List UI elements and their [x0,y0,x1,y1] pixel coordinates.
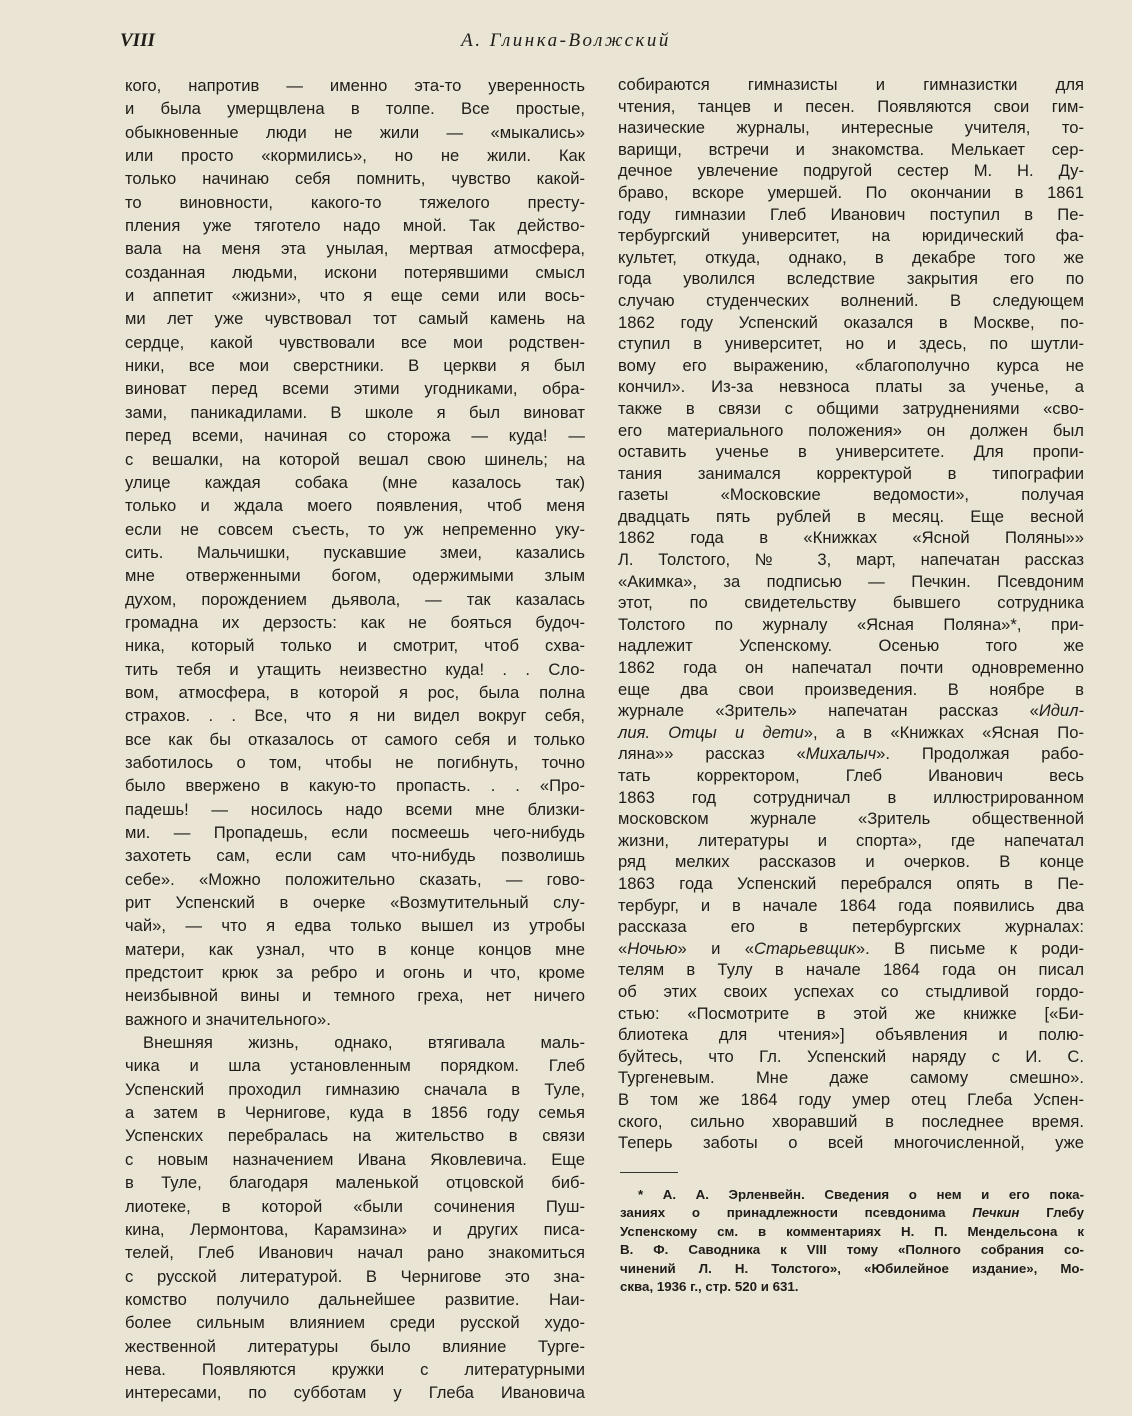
text-line: тания занимался корректурой в типографии [618,463,1084,483]
text-line: * А. А. Эрленвейн. Сведения о нем и его пока- [638,1187,1084,1202]
text-line: созданная людьми, искони потерявшими смысл [125,262,585,282]
text-line: Л. Толстого, № 3, март, напечатан рассказ [618,550,1084,570]
text-line: Внешняя жизнь, однако, втягивала маль- [143,1033,585,1053]
text-line: неизбывной вины и темного греха, нет ничего [125,986,585,1006]
text-line: лиотеке, в которой «были сочинения Пуш- [125,1196,585,1216]
text-line: важного и значительного». [125,1009,331,1029]
text-line: культет, откуда, однако, в декабре того же [618,247,1084,267]
text-line: жественной литературы было влияние Турге- [125,1336,585,1356]
text-line: тербургский университет, на юридический фа- [618,226,1084,246]
text-line: «Акимка», за подписью — Печкин. Псевдоним [618,571,1084,591]
text-line: все как бы отказалось от самого себя и только [125,729,585,749]
text-line: рассказа его в петербургских журналах: [618,917,1084,937]
text-line: в Туле, благодаря маленькой отцовской биб- [125,1173,585,1193]
text-line: страхов. . . Все, что я ни видел вокруг себя, [125,706,585,726]
text-line: назические журналы, интересные учителя, то- [618,118,1084,138]
text-line: пления уже тяготело надо мной. Так действо- [125,216,585,236]
text-line: и аппетит «жизни», что я еще семи или вось- [125,286,585,306]
text-line: а затем в Чернигове, куда в 1856 году семья [125,1103,585,1123]
text-line: с русской литературой. В Чернигове это зна- [125,1266,585,1286]
text-line: перед всеми, начиная со сторожа — куда! — [125,426,585,446]
text-line: заниях о принадлежности псевдонима Печкин Глебу [620,1205,1084,1221]
text-line: 1862 года в «Книжках «Ясной Поляны»» [618,528,1084,548]
right-text-column [618,74,1084,1154]
text-line: также в связи с общими затруднениями «сво- [618,398,1084,418]
text-line: громадна их дерзость: как не бояться будоч- [125,612,585,632]
text-line: 1862 года он напечатал почти одновременно [618,658,1084,678]
text-line: 1862 году Успенский оказался в Москве, по- [618,312,1084,332]
text-line: кончил». Из-за невзноса платы за ученье, а [618,377,1084,397]
text-line: ми. — Пропадешь, если посмеешь чего-нибудь [125,823,585,842]
text-line: духом, порождением дьявола, — так казалась [125,589,585,609]
text-line: этот, по свидетельству бывшего сотрудника [618,593,1084,613]
text-line: заботилось о том, чтобы не погибнуть, точно [125,752,585,772]
text-line: ники, все мои сверстники. В церкви я был [125,356,585,376]
text-line: ника, который только и смотрит, чтоб схва- [125,636,585,656]
italic-title: Идил- [1038,701,1084,721]
text-line: тить тебя и утащить неизвестно куда! . . Сло- [125,659,585,679]
text-line: 1863 года Успенский перебрался опять в Пе- [618,873,1084,893]
text-line: Теперь заботы о всей многочисленной, уже [618,1133,1084,1153]
text-line: В том же 1864 году умер отец Глеба Успен- [618,1089,1084,1109]
running-title: А. Глинка-Волжский [461,30,671,51]
italic-title: Печкин [972,1205,1020,1221]
text-line: Успенских перебралась на жительство в связи [125,1126,585,1146]
text-line: вому его выражению, «благополучно курса не [618,355,1084,375]
text-line: тербург, и в начале 1864 года появились два [618,895,1084,915]
text-line: Успенскому см. в комментариях Н. П. Мендельсона к [620,1223,1084,1239]
text-line: чика и шла установленным порядком. Глеб [125,1056,585,1076]
italic-title: Михалыч [805,744,877,764]
text-line: рит Успенский в очерке «Возмутительный слу- [125,893,585,913]
text-line: только и ждала моего появления, чтоб меня [125,496,585,516]
text-line: тать корректором, Глеб Иванович весь [618,766,1084,785]
text-line: с вешалки, на которой вешал свою шинель; на [125,449,585,469]
text-line: «Ночью» и «Старьевщик». В письме к роди- [618,938,1084,958]
text-line: лия. Отцы и дети», а в «Книжках «Ясная По- [618,722,1084,742]
text-line: и была умерщвлена в толпе. Все простые, [125,99,585,119]
text-line: чай», — что я едва только вышел из утробы [125,916,585,936]
text-line: Успенский проходил гимназию сначала в Туле, [125,1079,585,1099]
text-line: интересами, по субботам у Глеба Ивановича [125,1383,585,1403]
text-line: мне отверженными богом, одержимыми злым [125,566,585,586]
text-line: газеты «Московские ведомости», получая [618,485,1084,505]
text-line: браво, вскоре умершей. По окончании в 1861 [618,182,1084,202]
text-line: его материального положения» он должен был [618,420,1084,440]
text-line: об этих своих успехах со стыдливой гордо- [618,981,1084,1001]
text-line: двадцать пять рублей в месяц. Еще весной [618,506,1084,526]
text-line: варищи, встречи и знакомства. Мелькает сер- [618,139,1084,159]
text-line: нева. Появляются кружки с литературными [125,1359,585,1379]
text-line: ми лет уже чувствовал тот самый камень на [125,309,585,329]
text-line: чтения, танцев и песен. Появляются свои гим- [618,96,1084,116]
text-line: зами, паникадилами. В школе я был виноват [125,402,585,422]
text-line: года уволился вследствие закрытия его по [618,269,1084,289]
text-line: еще два свои произведения. В ноябре в [618,679,1084,699]
footnote [620,1186,1084,1296]
text-line: буйтесь, что Гл. Успенский наряду с И. С. [618,1046,1084,1066]
text-line: улице каждая собака (мне казалось так) [125,472,585,492]
italic-title: Старьевщик [754,938,856,958]
text-line: сердце, какой чувствовали все мои родствен- [125,332,585,352]
footnote-rule [620,1172,678,1173]
text-line: оставить ученье в университете. Для пропи- [618,442,1084,462]
italic-title: Ночью [627,938,678,958]
text-line: В. Ф. Саводника к VIII тому «Полного собрания со- [620,1242,1084,1258]
text-line: московском журнале «Зритель общественной [618,809,1084,829]
text-line: падешь! — носилось надо всеми мне близки- [125,799,585,819]
text-line: 1863 год сотрудничал в иллюстрированном [618,787,1084,807]
text-line: ряд мелких рассказов и очерков. В конце [618,852,1084,872]
text-line: сква, 1936 г., стр. 520 и 631. [620,1278,799,1294]
text-line: Тургеневым. Мне даже самому смешно». [618,1068,1084,1088]
text-line: или просто «кормились», но не жили. Как [125,146,585,166]
text-line: захотеть сам, если сам что-нибудь позволишь [125,846,585,866]
text-line: только начинаю себя помнить, чувство какой- [125,169,585,189]
text-line: то виновности, какого-то тяжелого престу- [125,192,585,212]
text-line: чинений Л. Н. Толстого», «Юбилейное издание», Мо- [620,1260,1084,1276]
text-line: обыкновенные люди не жили — «мыкались» [125,122,585,142]
text-line: телей, Глеб Иванович начал рано знакомиться [125,1243,585,1263]
text-line: вом, атмосфера, в которой я рос, была полна [125,682,585,702]
text-line: телям в Тулу в начале 1864 года он писал [618,960,1084,980]
text-line: ляна»» рассказ «Михалыч». Продолжая рабо- [618,744,1085,764]
text-line: более сильным влиянием среди русской худо- [125,1313,585,1333]
text-line: блиотека для чтения»] объявления и полю- [618,1025,1084,1045]
text-line: случаю студенческих волнений. В следующем [618,290,1084,310]
italic-title: лия. Отцы и дети [618,722,804,742]
page-number: VIII [120,30,155,51]
text-line: сить. Мальчишки, пускавшие змеи, казались [125,542,585,562]
text-line: комство получило дальнейшее развитие. Наи- [125,1289,585,1309]
left-text-column [125,74,585,1405]
text-line: было ввержено в какую-то пропасть. . . «Про- [125,776,585,796]
text-line: предстоит крюк за ребро и огонь и что, кроме [125,963,585,983]
text-line: ступил в университет, но и здесь, по шутли- [618,334,1084,354]
text-line: матери, как узнал, что в конце концов мне [125,939,585,959]
text-line: надлежит Успенскому. Осенью того же [618,636,1084,656]
text-line: жизни, литературы и спорта», где напечатал [618,830,1084,850]
text-line: с новым назначением Ивана Яковлевича. Еще [125,1149,585,1169]
text-line: дечное увлечение подругой сестер М. Н. Ду- [618,161,1084,181]
text-line: собираются гимназисты и гимназистки для [618,75,1084,94]
text-line: вала на меня эта унылая, мертвая атмосфера, [125,239,585,259]
text-line: году гимназии Глеб Иванович поступил в Пе- [618,204,1084,224]
text-line: стью: «Посмотрите в этой же книжке [«Би- [618,1003,1084,1023]
text-line: себе». «Можно положительно сказать, — гово- [125,869,585,889]
text-line: если не совсем съесть, то уж непременно уку- [125,519,585,539]
text-line: кина, Лермонтова, Карамзина» и других писа- [125,1219,585,1239]
text-line: журнале «Зритель» напечатан рассказ «Идил- [618,701,1084,721]
text-line: ского, сильно хворавший в последнее время. [618,1111,1084,1131]
text-line: кого, напротив — именно эта-то уверенность [125,76,585,95]
text-line: Толстого по журналу «Ясная Поляна»*, при- [618,614,1084,634]
text-line: виноват перед всеми этими угодниками, обра- [125,379,585,399]
